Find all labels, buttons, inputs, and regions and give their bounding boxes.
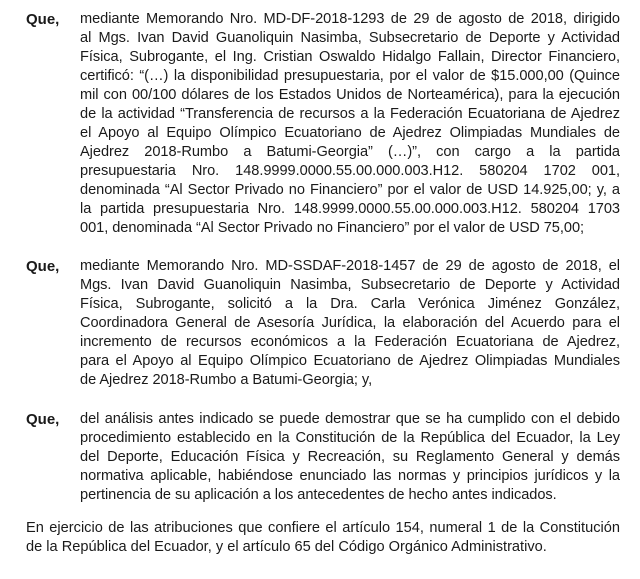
clause-keyword: Que, (26, 11, 60, 28)
clause-text (80, 257, 620, 390)
text-line: de la República del Ecuador, y el artículo 65 del Código Orgánico Administrativo. (26, 539, 547, 555)
text-line: Física, Subrogante, el Ing. Cristian Oswaldo Hidalgo Fallain, Director Financiero, (80, 49, 620, 65)
text-line: incremento de recursos económicos a la Federación Ecuatoriana de Ajedrez, (80, 334, 620, 350)
closing-paragraph (26, 519, 620, 557)
clause-text (80, 10, 620, 238)
text-line: pertinencia de su aplicación a los antecedentes de hecho antes indicados. (80, 487, 557, 503)
text-line: de Ajedrez 2018-Rumbo a Batumi-Georgia; y, (80, 372, 373, 388)
text-line: mediante Memorando Nro. MD-SSDAF-2018-1457 de 29 de agosto de 2018, el (80, 258, 620, 274)
text-line: Mgs. Ivan David Guanoliquin Nasimba, Subsecretario de Deporte y Actividad (80, 277, 620, 293)
text-line: mediante Memorando Nro. MD-DF-2018-1293 de 29 de agosto de 2018, dirigido (80, 11, 620, 27)
text-line: Ajedrez 2018-Rumbo a Batumi-Georgia” (…)”, con cargo a la partida (80, 144, 620, 160)
clause-keyword: Que, (26, 258, 60, 275)
text-line: para el Apoyo al Equipo Olímpico Ecuatoriano de Ajedrez Olimpiadas Mundiales (80, 353, 620, 369)
clause-text (80, 410, 620, 505)
clause-keyword: Que, (26, 411, 60, 428)
text-line: En ejercicio de las atribuciones que confiere el artículo 154, numeral 1 de la Constitución (26, 520, 620, 536)
text-line: certificó: “(…) la disponibilidad presupuestaria, por el valor de $15.000,00 (Quince (80, 68, 620, 84)
text-line: presupuestaria Nro. 148.9999.0000.55.00.000.003.H12. 580204 1702 001, (80, 163, 620, 179)
text-line: procedimiento establecido en la Constitución de la República del Ecuador, la Ley (80, 430, 620, 446)
text-line: del Deporte, Educación Física y Recreación, su Reglamento General y demás (80, 449, 620, 465)
text-line: Física, Subrogante, solicitó a la Dra. Carla Verónica Jiménez González, (80, 296, 620, 312)
text-line: normativa aplicable, habiéndose enunciado las normas y principios jurídicos y la (80, 468, 620, 484)
text-line: del análisis antes indicado se puede demostrar que se ha cumplido con el debido (80, 411, 620, 427)
text-line: al Mgs. Ivan David Guanoliquin Nasimba, Subsecretario de Deporte y Actividad (80, 30, 620, 46)
text-line: mil con 00/100 dólares de los Estados Unidos de Norteamérica), para la ejecución (80, 87, 620, 103)
text-line: 001, denominada “Al Sector Privado no Financiero” por el valor de USD 75,00; (80, 220, 585, 236)
text-line: de la actividad “Transferencia de recursos a la Federación Ecuatoriana de Ajedrez (80, 106, 620, 122)
text-line: el Apoyo al Equipo Olímpico Ecuatoriano de Ajedrez Olimpiadas Mundiales de (80, 125, 620, 141)
text-line: la partida presupuestaria Nro. 148.9999.0000.55.00.000.003.H12. 580204 1703 (80, 201, 620, 217)
text-line: denominada “Al Sector Privado no Financiero” por el valor de USD 14.925,00; y, a (80, 182, 620, 198)
text-line: Coordinadora General de Asesoría Jurídica, la elaboración del Acuerdo para el (80, 315, 620, 331)
